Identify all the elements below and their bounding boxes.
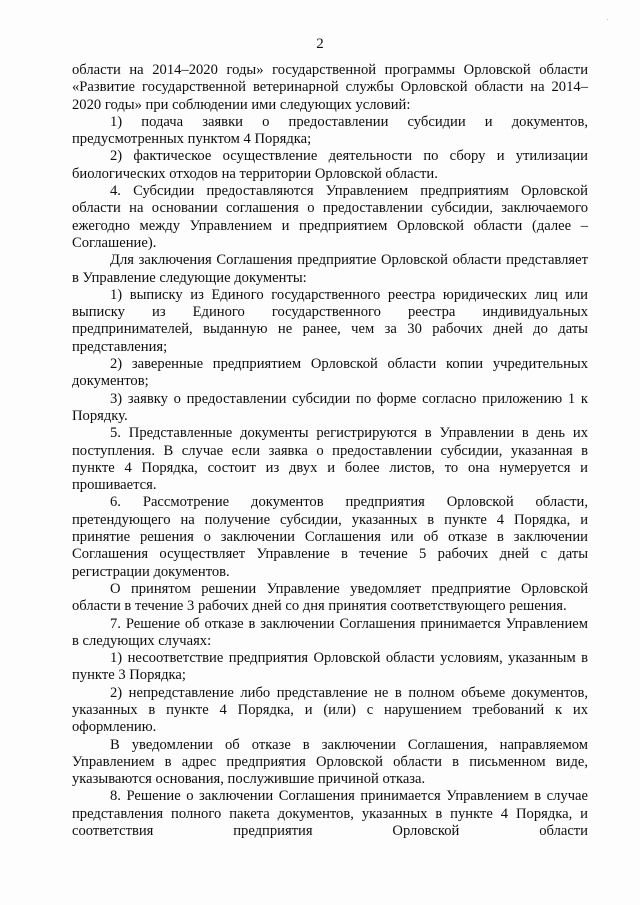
paragraph-item-5: 5. Представленные документы регистрируются в Управлении в день их поступления. В случае если заявка о предоставлении субсидии, указанная в пункте 4 Порядка, состоит из двух и более листов, то она нумеруется и прошивается. (72, 425, 588, 494)
paragraph-refusal-notice: В уведомлении об отказе в заключении Соглашения, направляемом Управлением в адрес предприятия Орловской области в письменном виде, указываются основания, послужившие причиной отказа. (72, 736, 588, 788)
paragraph-item-4: 4. Субсидии предоставляются Управлением предприятиям Орловской области на основании соглашения о предоставлении субсидии, заключаемого ежегодно между Управлением и предприятием Орловской области (далее – Соглашение). (72, 183, 588, 251)
paragraph-document-1: 1) выписку из Единого государственного реестра юридических лиц или выписку из Единого государственного реестра индивидуальных предпринимателей, выданную не ранее, чем за 30 рабочих дней до даты представления; (72, 286, 588, 355)
paragraph-notification: О принятом решении Управление уведомляет предприятие Орловской области в течение 3 рабочих дней со дня принятия соответствующего решения. (72, 580, 588, 615)
paragraph-continuation: области на 2014–2020 годы» государственной программы Орловской области «Развитие государственной ветеринарной службы Орловской области на 2014–2020 годы» при соблюдении ими следующих условий: (72, 62, 588, 113)
document-body (72, 62, 588, 840)
paragraph-document-3: 3) заявку о предоставлении субсидии по форме согласно приложению 1 к Порядку. (72, 390, 588, 424)
paragraph-item-8: 8. Решение о заключении Соглашения принимается Управлением в случае представления полного пакета документов, указанных в пункте 4 Порядка, и соответствия предприятия Орловской области (72, 788, 588, 840)
paragraph-refusal-reason-2: 2) непредставление либо представление не в полном объеме документов, указанных в пункте 4 Порядка, и (или) с нарушением требований к их оформлению. (72, 684, 588, 736)
paragraph-refusal-reason-1: 1) несоответствие предприятия Орловской области условиям, указанным в пункте 3 Порядка; (72, 650, 588, 684)
scan-speck: · (606, 14, 609, 24)
paragraph-condition-1: 1) подача заявки о предоставлении субсидии и документов, предусмотренных пунктом 4 Порядка; (72, 113, 588, 148)
paragraph-item-7: 7. Решение об отказе в заключении Соглашения принимается Управлением в следующих случаях: (72, 615, 588, 649)
paragraph-condition-2: 2) фактическое осуществление деятельности по сбору и утилизации биологических отходов на территории Орловской области. (72, 148, 588, 182)
paragraph-documents-intro: Для заключения Соглашения предприятие Орловской области представляет в Управление следующие документы: (72, 252, 588, 286)
page-number: 2 (316, 36, 324, 52)
paragraph-document-2: 2) заверенные предприятием Орловской области копии учредительных документов; (72, 356, 588, 390)
paragraph-item-6: 6. Рассмотрение документов предприятия Орловской области, претендующего на получение субсидии, указанных в пункте 4 Порядка, и принятие решения о заключении Соглашения или об отказе в заключении Соглашения осуществляет Управление в течение 5 рабочих дней с даты регистрации документов. (72, 494, 588, 580)
